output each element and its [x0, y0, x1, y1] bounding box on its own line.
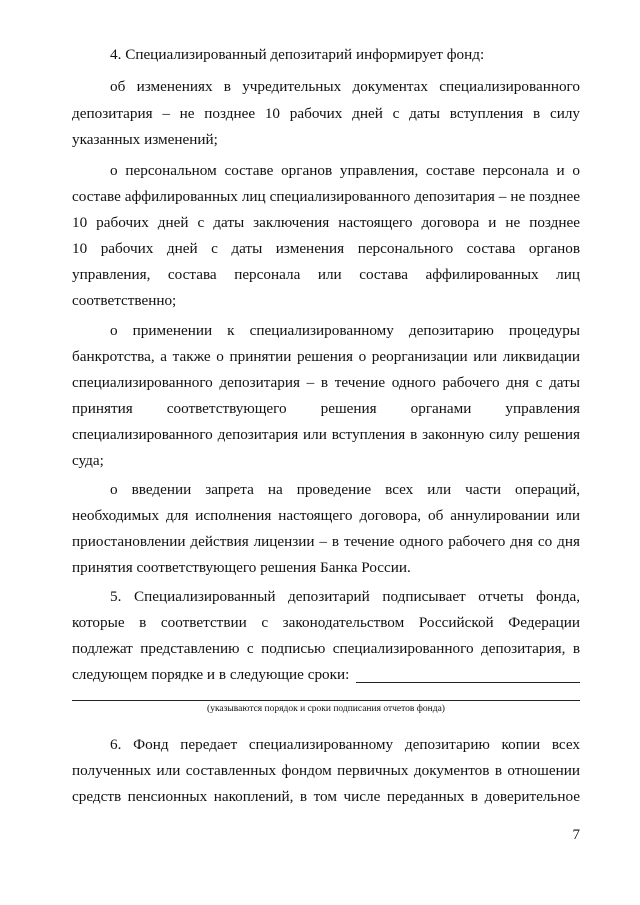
paragraph-line: депозитария – не позднее 10 рабочих дней с даты вступления в силу — [72, 105, 580, 122]
paragraph-line: 10 рабочих дней с даты заключения настоящего договора и не позднее — [72, 214, 580, 231]
paragraph-line: 10 рабочих дней с даты изменения персонального состава органов — [72, 240, 580, 257]
paragraph-line: управления, состава персонала или состава аффилированных лиц — [72, 266, 580, 283]
paragraph-line: банкротства, а также о принятии решения о реорганизации или ликвидации — [72, 348, 580, 365]
paragraph-line: подлежат представлению с подписью специализированного депозитария, в — [72, 640, 580, 657]
paragraph-line: приостановлении действия лицензии – в течение одного рабочего дня со дня — [72, 533, 580, 550]
paragraph-line: указанных изменений; — [72, 131, 218, 148]
paragraph-line: специализированного депозитария – в течение одного рабочего дня с даты — [72, 374, 580, 391]
paragraph-line: необходимых для исполнения настоящего договора, об аннулировании или — [72, 507, 580, 524]
paragraph-line: специализированного депозитария или вступления в законную силу решения — [72, 426, 580, 443]
section-4-heading: 4. Специализированный депозитарий информирует фонд: — [110, 46, 485, 63]
section-5-first-line: 5. Специализированный депозитарий подписывает отчеты фонда, — [110, 588, 580, 605]
blank-caption: (указываются порядок и сроки подписания отчетов фонда) — [207, 704, 445, 714]
paragraph-line: составе аффилированных лиц специализированного депозитария – не позднее — [72, 188, 580, 205]
section-6-first-line: 6. Фонд передает специализированному депозитарию копии всех — [110, 736, 580, 753]
paragraph-line: принятия соответствующего решения органами управления — [72, 400, 580, 417]
fill-in-blank-line — [72, 700, 580, 701]
paragraph-line: полученных или составленных фондом первичных документов в отношении — [72, 762, 580, 779]
paragraph-line: о персональном составе органов управления, составе персонала и о — [110, 162, 580, 179]
fill-in-blank-line — [356, 682, 580, 683]
paragraph-line: о применении к специализированному депозитарию процедуры — [110, 322, 580, 339]
paragraph-line: о введении запрета на проведение всех или части операций, — [110, 481, 580, 498]
paragraph-line: об изменениях в учредительных документах специализированного — [110, 78, 580, 95]
page-number: 7 — [572, 827, 580, 843]
paragraph-line: суда; — [72, 452, 104, 469]
paragraph-line: средств пенсионных накоплений, в том числе переданных в доверительное — [72, 788, 580, 805]
paragraph-line: которые в соответствии с законодательством Российской Федерации — [72, 614, 580, 631]
paragraph-line: принятия соответствующего решения Банка России. — [72, 559, 411, 576]
paragraph-line: следующем порядке и в следующие сроки: — [72, 666, 350, 683]
paragraph-line: соответственно; — [72, 292, 177, 309]
